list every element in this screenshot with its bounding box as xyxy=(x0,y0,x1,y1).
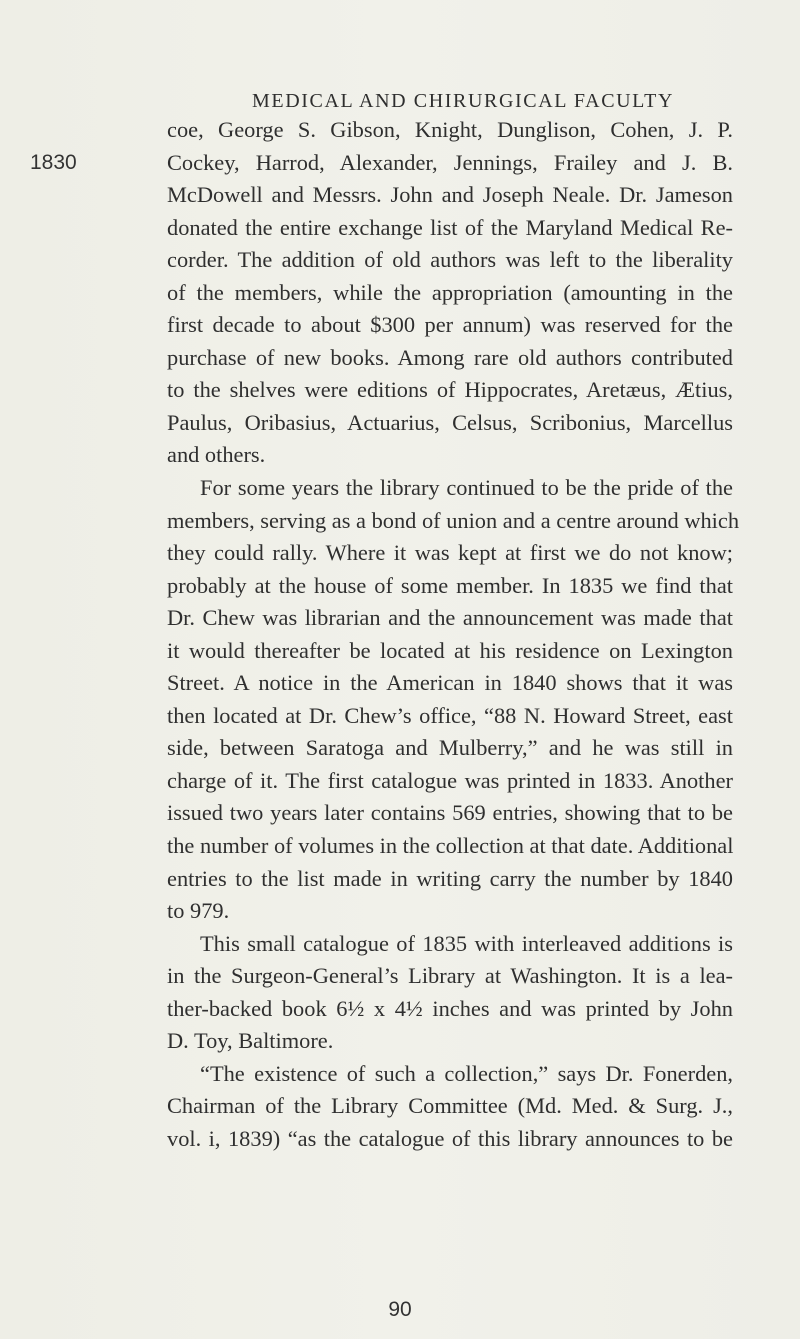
text-line: the number of volumes in the collection at that date. Additional xyxy=(167,833,734,859)
text-line: Paulus, Oribasius, Actuarius, Celsus, Scribonius, Marcellus xyxy=(167,409,733,435)
text-line: first decade to about $300 per annum) was reserved for the xyxy=(167,312,733,338)
text-line: probably at the house of some member. In 1835 we find that xyxy=(167,572,733,598)
text-line: it would thereafter be located at his residence on Lexington xyxy=(167,637,733,663)
text-line: coe, George S. Gibson, Knight, Dunglison, Cohen, J. P. xyxy=(167,117,733,142)
text-line: corder. The addition of old authors was left to the liberality xyxy=(167,247,733,273)
text-line: issued two years later contains 569 entries, showing that to be xyxy=(167,800,733,826)
text-line: then located at Dr. Chew’s office, “88 N. Howard Street, east xyxy=(167,702,733,728)
text-line: ther-backed book 6½ x 4½ inches and was printed by John xyxy=(167,995,733,1021)
text-line: in the Surgeon-General’s Library at Washington. It is a lea- xyxy=(167,963,733,989)
text-line: charge of it. The first catalogue was printed in 1833. Another xyxy=(167,767,733,793)
text-line: to the shelves were editions of Hippocrates, Aretæus, Ætius, xyxy=(167,377,733,403)
margin-year: 1830 xyxy=(30,151,77,174)
text-line: D. Toy, Baltimore. xyxy=(167,1028,334,1054)
text-line: McDowell and Messrs. John and Joseph Neale. Dr. Jameson xyxy=(167,182,733,208)
text-line: members, serving as a bond of union and a centre around which xyxy=(167,507,740,533)
text-line: For some years the library continued to be the pride of the xyxy=(200,475,733,501)
text-line: vol. i, 1839) “as the catalogue of this library announces to be xyxy=(167,1125,733,1151)
text-line: entries to the list made in writing carry the number by 1840 xyxy=(167,865,733,891)
text-line: side, between Saratoga and Mulberry,” and he was still in xyxy=(167,735,733,761)
text-line: and others. xyxy=(167,442,266,468)
page-number: 90 xyxy=(388,1298,412,1321)
text-line: “The existence of such a collection,” says Dr. Fonerden, xyxy=(200,1060,733,1086)
text-line: donated the entire exchange list of the Maryland Medical Re- xyxy=(167,214,733,240)
text-line: This small catalogue of 1835 with interleaved additions is xyxy=(200,930,733,956)
body-text xyxy=(167,114,740,1156)
text-line: Chairman of the Library Committee (Md. Med. & Surg. J., xyxy=(167,1093,733,1119)
running-head: MEDICAL AND CHIRURGICAL FACULTY xyxy=(252,90,675,112)
text-line: to 979. xyxy=(167,898,230,924)
text-line: Cockey, Harrod, Alexander, Jennings, Frailey and J. B. xyxy=(167,149,733,175)
text-line: Dr. Chew was librarian and the announcement was made that xyxy=(167,605,733,631)
text-line: purchase of new books. Among rare old authors contributed xyxy=(167,344,733,370)
text-line: Street. A notice in the American in 1840 shows that it was xyxy=(167,670,733,696)
text-line: they could rally. Where it was kept at first we do not know; xyxy=(167,540,733,566)
text-line: of the members, while the appropriation (amounting in the xyxy=(167,279,733,305)
